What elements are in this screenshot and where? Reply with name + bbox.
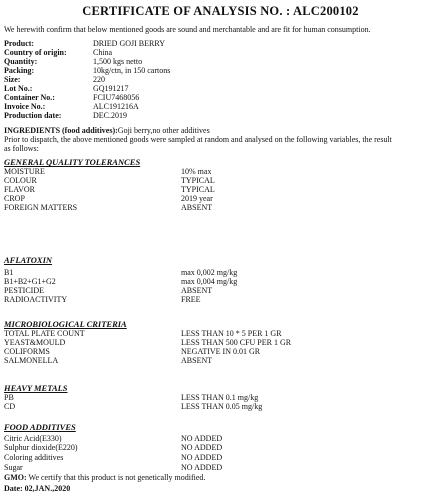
test-label: PESTICIDE — [4, 286, 44, 295]
test-label: YEAST&MOULD — [4, 338, 66, 347]
test-value: TYPICAL — [181, 185, 215, 194]
test-value: ABSENT — [181, 356, 213, 365]
ingredients-text: Goji berry,no other additives — [117, 126, 210, 135]
detail-value: ALC191216A — [93, 102, 139, 111]
test-label: Coloring additives — [4, 453, 64, 462]
test-value: max 0,002 mg/kg — [181, 268, 238, 277]
test-value: 10% max — [181, 167, 212, 176]
detail-label: Invoice No.: — [4, 102, 46, 111]
test-value: ABSENT — [181, 286, 213, 295]
test-label: FOREIGN MATTERS — [4, 203, 78, 212]
detail-label: Product: — [4, 39, 35, 48]
test-value: NO ADDED — [181, 453, 223, 462]
test-value: NO ADDED — [181, 443, 223, 452]
detail-value: DEC.2019 — [93, 111, 127, 120]
ingredients-label: INGREDIENTS (food additives): — [4, 126, 118, 135]
section-heading: MICROBIOLOGICAL CRITERIA — [4, 319, 127, 329]
test-value: FREE — [181, 295, 201, 304]
gmo-label: GMO: — [4, 473, 27, 482]
test-label: B1 — [4, 268, 14, 277]
section-heading: AFLATOXIN — [4, 255, 53, 265]
detail-label: Country of origin: — [4, 48, 67, 57]
detail-value: 10kg/ctn, in 150 cartons — [93, 66, 171, 75]
detail-value: China — [93, 48, 113, 57]
test-label: B1+B2+G1+G2 — [4, 277, 56, 286]
detail-label: Packing: — [4, 66, 35, 75]
test-label: TOTAL PLATE COUNT — [4, 329, 85, 338]
test-label: RADIOACTIVITY — [4, 295, 68, 304]
detail-label: Size: — [4, 75, 21, 84]
detail-value: 220 — [93, 75, 105, 84]
dispatch-statement: Prior to dispatch, the above mentioned goods were sampled at random and analysed on the following variables, the result — [4, 135, 392, 144]
test-value: max 0,004 mg/kg — [181, 277, 238, 286]
section-heading: HEAVY METALS — [4, 383, 68, 393]
test-value: NEGATIVE IN 0.01 GR — [181, 347, 261, 356]
test-label: Sulphur dioxide(E220) — [4, 443, 78, 452]
certificate-title: CERTIFICATE OF ANALYSIS NO. : ALC200102 — [82, 4, 359, 18]
test-label: CD — [4, 402, 16, 411]
test-label: CROP — [4, 194, 25, 203]
test-label: COLOUR — [4, 176, 37, 185]
test-value: LESS THAN 0.1 mg/kg — [181, 393, 259, 402]
test-value: TYPICAL — [181, 176, 215, 185]
section-heading: FOOD ADDITIVES — [4, 422, 76, 432]
test-label: Sugar — [4, 463, 23, 472]
detail-value: DRIED GOJI BERRY — [93, 39, 166, 48]
test-label: MOISTURE — [4, 167, 45, 176]
test-value: LESS THAN 10 * 5 PER 1 GR — [181, 329, 282, 338]
detail-label: Quantity: — [4, 57, 38, 66]
test-value: LESS THAN 500 CFU PER 1 GR — [181, 338, 292, 347]
section-heading: GENERAL QUALITY TOLERANCES — [4, 157, 141, 167]
dispatch-statement-cont: as follows: — [4, 144, 39, 153]
test-value: NO ADDED — [181, 434, 223, 443]
detail-label: Lot No.: — [4, 84, 33, 93]
test-value: ABSENT — [181, 203, 213, 212]
test-label: FLAVOR — [4, 185, 35, 194]
test-value: 2019 year — [181, 194, 213, 203]
test-label: COLIFORMS — [4, 347, 50, 356]
certificate-date: Date: 02,JAN.,2020 — [4, 484, 71, 493]
detail-label: Production date: — [4, 111, 62, 120]
test-label: SALMONELLA — [4, 356, 59, 365]
detail-value: GQ191217 — [93, 84, 129, 93]
gmo-statement — [4, 473, 205, 482]
ingredients-line — [4, 126, 210, 135]
test-value: LESS THAN 0.05 mg/kg — [181, 402, 263, 411]
detail-label: Container No.: — [4, 93, 55, 102]
test-value: NO ADDED — [181, 463, 223, 472]
detail-value: FCIU7468056 — [93, 93, 140, 102]
gmo-text: We certify that this product is not genetically modified. — [26, 473, 206, 482]
intro-statement: We herewith confirm that below mentioned goods are sound and merchantable and are fit for human consumption. — [4, 25, 371, 34]
detail-value: 1,500 kgs netto — [93, 57, 143, 66]
test-label: PB — [4, 393, 14, 402]
test-label: Citric Acid(E330) — [4, 434, 62, 443]
